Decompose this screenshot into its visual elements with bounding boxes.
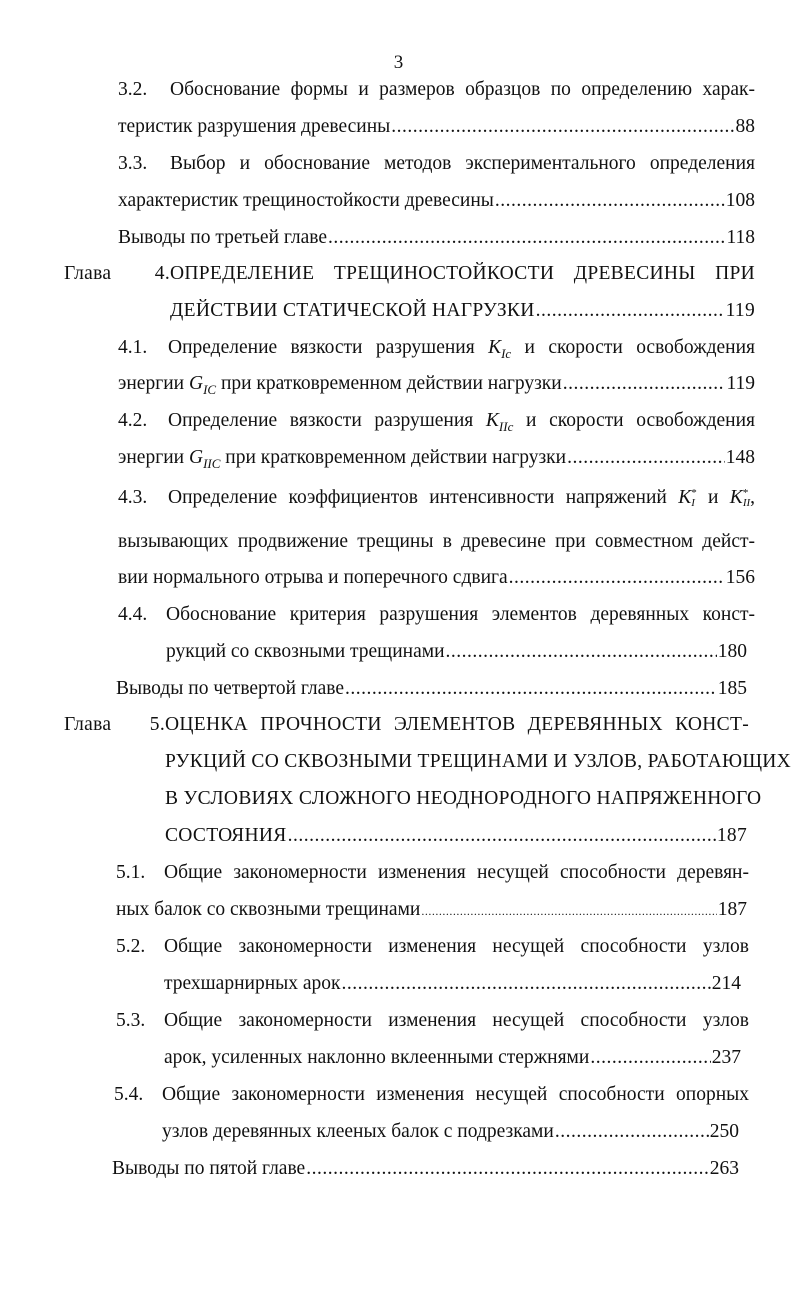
leader-dots bbox=[391, 115, 734, 139]
toc-entry-4-3-line1 bbox=[118, 486, 755, 510]
var-g: G bbox=[188, 447, 204, 468]
toc-entry-number: 3.3. bbox=[118, 153, 148, 174]
toc-entry-title-cont bbox=[118, 372, 562, 402]
leader-dots bbox=[306, 1157, 709, 1181]
toc-page-ref: 237 bbox=[711, 1047, 741, 1068]
subscript: IC bbox=[203, 381, 217, 397]
toc-entry-title-cont: теристик разрушения древесины bbox=[118, 116, 391, 137]
page-number: 3 bbox=[393, 52, 404, 73]
leader-dots bbox=[345, 677, 717, 701]
toc-entry-number: 5.3. bbox=[116, 1010, 146, 1031]
toc-chapter-5-line4 bbox=[165, 824, 747, 848]
leader-dots bbox=[421, 899, 716, 923]
toc-conclusions-5 bbox=[112, 1157, 739, 1181]
toc-entry-title-cont: вии нормального отрыва и поперечного сдвига bbox=[118, 567, 508, 588]
toc-entry-number: 5.2. bbox=[116, 936, 146, 957]
toc-entry-number: 4.3. bbox=[118, 487, 148, 508]
toc-page-ref: 118 bbox=[726, 227, 755, 248]
toc-entry-title-cont: узлов деревянных клееных балок с подрезками bbox=[162, 1121, 554, 1142]
subscript: IIc bbox=[498, 418, 514, 434]
toc-entry-4-2-line1 bbox=[118, 409, 755, 439]
toc-entry-title-cont: арок, усиленных наклонно вклеенными стержнями bbox=[164, 1047, 590, 1068]
toc-page-ref: 250 bbox=[709, 1121, 739, 1142]
chapter-title: ОЦЕНКА ПРОЧНОСТИ ЭЛЕМЕНТОВ ДЕРЕВЯННЫХ КОНСТ- bbox=[165, 714, 749, 735]
toc-entry-5-1-line1 bbox=[116, 861, 749, 885]
toc-entry-number: 4.1. bbox=[118, 337, 148, 358]
toc-entry-number: 5.1. bbox=[116, 862, 146, 883]
toc-entry-4-1-line1 bbox=[118, 336, 755, 366]
subscript: IIC bbox=[203, 455, 221, 471]
toc-entry-5-2-line2 bbox=[164, 972, 741, 996]
toc-entry-title: Выводы по третьей главе bbox=[118, 227, 328, 248]
toc-conclusions-4 bbox=[116, 677, 747, 701]
toc-entry-number: 3.2. bbox=[118, 79, 148, 100]
toc-entry-5-2-line1 bbox=[116, 935, 749, 959]
toc-page-ref: 187 bbox=[716, 825, 747, 846]
toc-entry-5-4-line1 bbox=[114, 1083, 749, 1107]
toc-entry-title: Определение коэффициентов интенсивности напряжений bbox=[168, 487, 679, 508]
var-k: K bbox=[678, 487, 692, 508]
leader-dots bbox=[567, 446, 725, 470]
leader-dots bbox=[555, 1120, 709, 1144]
toc-entry-5-1-line2 bbox=[116, 898, 747, 923]
toc-entry-title-cont bbox=[118, 446, 566, 476]
toc-entry-title: Общие закономерности изменения несущей способности узлов bbox=[164, 936, 749, 957]
toc-conclusions-3 bbox=[118, 226, 755, 250]
toc-entry-4-3-line3 bbox=[118, 566, 755, 590]
text-part: , bbox=[750, 487, 756, 508]
toc-entry-3-3-line1 bbox=[118, 152, 755, 176]
toc-entry-5-4-line2 bbox=[162, 1120, 739, 1144]
toc-entry-number: 5.4. bbox=[114, 1084, 144, 1105]
toc-entry-title-part: и скорости освобождения bbox=[511, 337, 755, 358]
toc-chapter-4-line2 bbox=[170, 299, 755, 323]
toc-chapter-4-line1 bbox=[64, 262, 755, 286]
toc-entry-title: Определение вязкости разрушения bbox=[168, 337, 489, 358]
toc-entry-4-4-line2 bbox=[166, 640, 747, 664]
toc-page-ref: 263 bbox=[709, 1158, 739, 1179]
toc-entry-number: 4.4. bbox=[118, 604, 148, 625]
chapter-label: Глава 4. bbox=[64, 263, 170, 284]
toc-entry-3-2-line2 bbox=[118, 115, 755, 139]
subscript: I bbox=[691, 497, 695, 509]
toc-entry-title-cont: характеристик трещиностойкости древесины bbox=[118, 190, 494, 211]
toc-entry-title: Выводы по четвертой главе bbox=[116, 678, 345, 699]
toc-entry-3-3-line2 bbox=[118, 189, 755, 213]
superscript: * bbox=[691, 487, 697, 499]
toc-entry-3-2-line1 bbox=[118, 78, 755, 102]
toc-entry-title: Выбор и обоснование методов экспериментального определения bbox=[170, 153, 755, 174]
toc-entry-title-cont: ных балок со сквозными трещинами bbox=[116, 899, 421, 920]
leader-dots bbox=[288, 824, 716, 848]
var-k: K bbox=[485, 410, 499, 431]
toc-page-ref: 108 bbox=[725, 190, 755, 211]
toc-entry-4-2-line2 bbox=[118, 446, 755, 476]
subscript: II bbox=[742, 497, 751, 509]
chapter-title-cont: СОСТОЯНИЯ bbox=[165, 825, 287, 846]
chapter-title-cont: ДЕЙСТВИИ СТАТИЧЕСКОЙ НАГРУЗКИ bbox=[170, 300, 535, 321]
leader-dots bbox=[536, 299, 725, 323]
leader-dots bbox=[590, 1046, 710, 1070]
toc-page-ref: 187 bbox=[717, 899, 747, 920]
toc-entry-title: Общие закономерности изменения несущей способности узлов bbox=[164, 1010, 749, 1031]
toc-entry-number: 4.2. bbox=[118, 410, 148, 431]
toc-page-ref: 214 bbox=[711, 973, 741, 994]
leader-dots bbox=[509, 566, 725, 590]
toc-page-ref: 119 bbox=[726, 373, 755, 394]
toc-entry-title: Общие закономерности изменения несущей способности деревян- bbox=[164, 862, 749, 883]
toc-entry-4-4-line1 bbox=[118, 603, 755, 627]
toc-entry-title: Обоснование критерия разрушения элементов деревянных конст- bbox=[166, 604, 755, 625]
text-part: энергии bbox=[118, 447, 189, 468]
toc-chapter-5-line1 bbox=[64, 713, 749, 737]
toc-entry-5-3-line1 bbox=[116, 1009, 749, 1033]
leader-dots bbox=[446, 640, 717, 664]
toc-entry-4-1-line2 bbox=[118, 372, 755, 402]
toc-page-ref: 185 bbox=[717, 678, 747, 699]
toc-entry-title: Определение вязкости разрушения bbox=[168, 410, 486, 431]
toc-page-ref: 88 bbox=[735, 116, 755, 137]
leader-dots bbox=[563, 372, 726, 396]
chapter-label: Глава 5. bbox=[64, 714, 165, 735]
leader-dots bbox=[328, 226, 725, 250]
text-part: и bbox=[696, 487, 730, 508]
toc-page-ref: 180 bbox=[717, 641, 747, 662]
text-part: при кратковременном действии нагрузки bbox=[216, 373, 562, 394]
superscript: * bbox=[742, 487, 749, 499]
toc-entry-5-3-line2 bbox=[164, 1046, 741, 1070]
chapter-title: ОПРЕДЕЛЕНИЕ ТРЕЩИНОСТОЙКОСТИ ДРЕВЕСИНЫ ПРИ bbox=[170, 263, 755, 284]
var-k: K bbox=[729, 487, 743, 508]
toc-entry-title: Выводы по пятой главе bbox=[112, 1158, 306, 1179]
toc-entry-title-part: и скорости освобождения bbox=[513, 410, 755, 431]
subscript: Ic bbox=[501, 345, 512, 361]
toc-entry-title: Общие закономерности изменения несущей способности опорных bbox=[162, 1084, 749, 1105]
leader-dots bbox=[495, 189, 725, 213]
toc-page-ref: 119 bbox=[725, 300, 755, 321]
toc-entry-4-3-line2: вызывающих продвижение трещины в древесине при совместном дейст- bbox=[118, 531, 755, 552]
var-k: K bbox=[488, 337, 502, 358]
toc-page-ref: 156 bbox=[725, 567, 755, 588]
toc-entry-title: Обоснование формы и размеров образцов по определению харак- bbox=[170, 79, 755, 100]
toc-entry-title-cont: трехшарнирных арок bbox=[164, 973, 341, 994]
toc-chapter-5-line2: РУКЦИЙ СО СКВОЗНЫМИ ТРЕЩИНАМИ И УЗЛОВ, РАБОТАЮЩИХ bbox=[165, 751, 792, 772]
toc-page-ref: 148 bbox=[725, 447, 755, 468]
text-part: при кратковременном действии нагрузки bbox=[220, 447, 567, 468]
toc-entry-title-cont: рукций со сквозными трещинами bbox=[166, 641, 445, 662]
toc-chapter-5-line3: В УСЛОВИЯХ СЛОЖНОГО НЕОДНОРОДНОГО НАПРЯЖЕННОГО bbox=[165, 788, 762, 809]
leader-dots bbox=[342, 972, 711, 996]
var-g: G bbox=[188, 373, 204, 394]
text-part: энергии bbox=[118, 373, 189, 394]
